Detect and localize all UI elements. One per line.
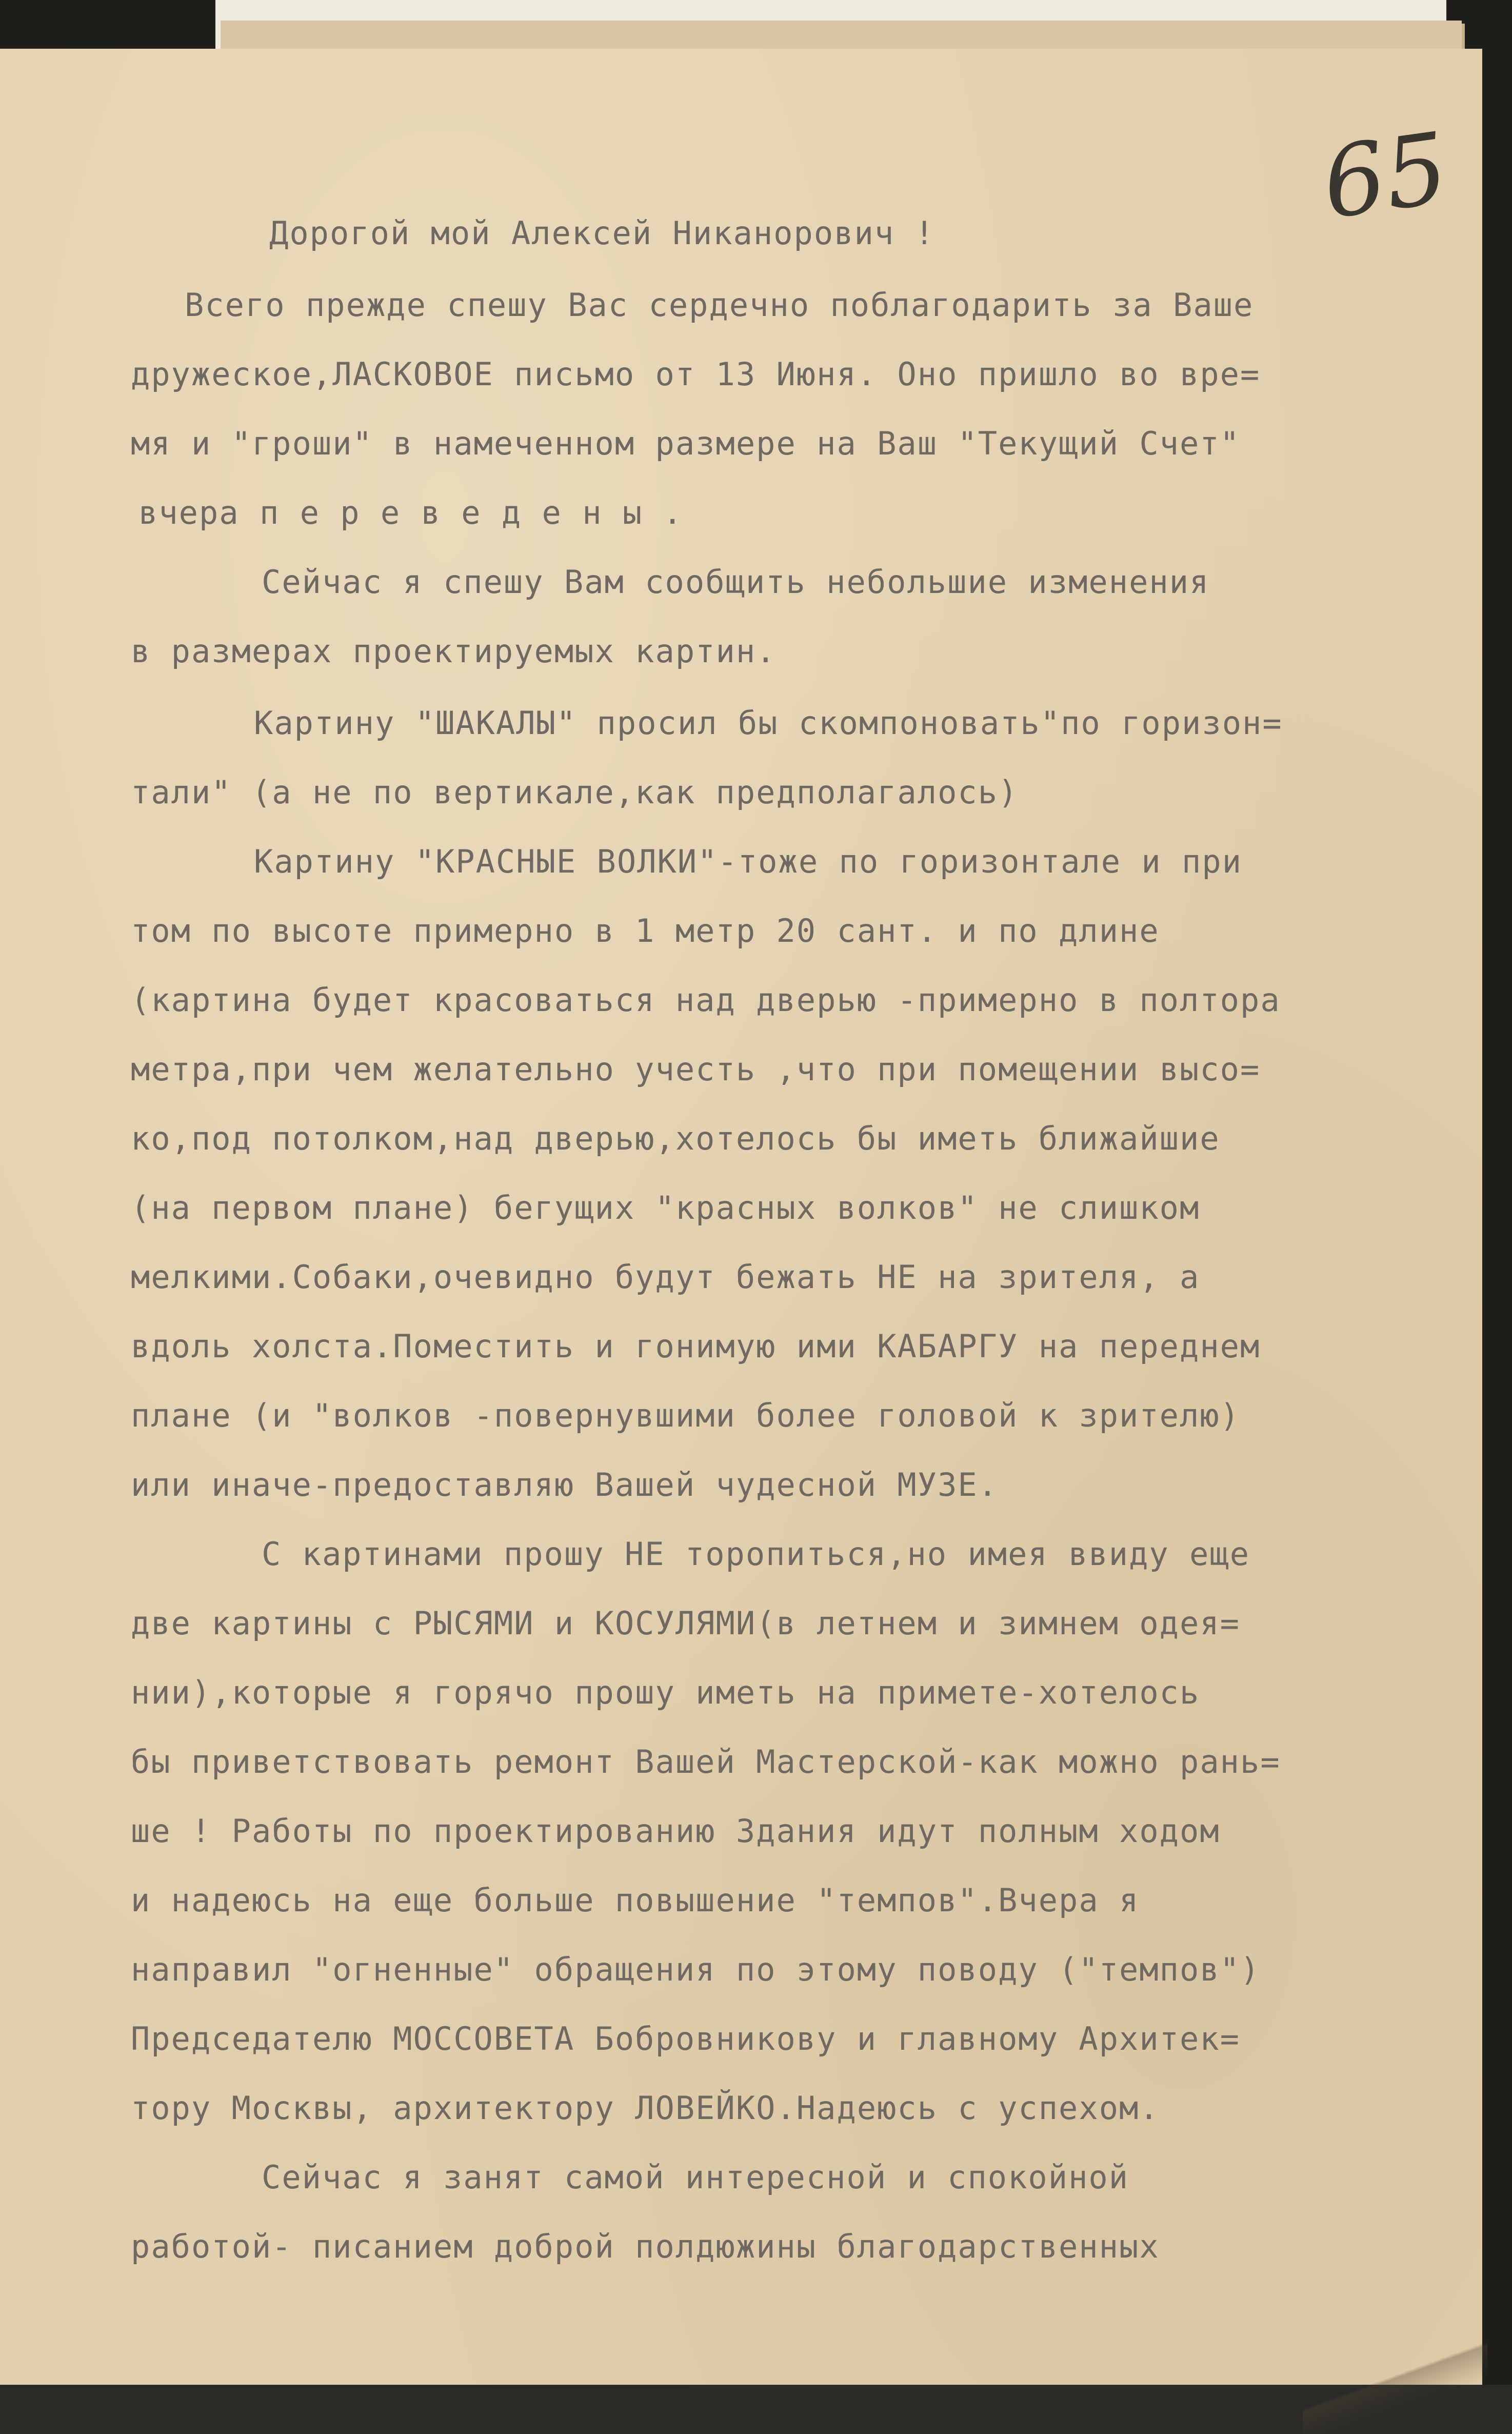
text-line: Сейчас я спешу Вам сообщить небольшие изменения [262,563,1210,601]
text-line: (картина будет красоваться над дверью -примерно в полтора [131,981,1281,1019]
text-line: работой- писанием доброй полдюжины благодарственных [131,2228,1160,2265]
text-line: нии),которые я горячо прошу иметь на примете-хотелось [131,1674,1200,1711]
text-line: Картину "ШАКАЛЫ" просил бы скомпоновать"по горизон= [254,704,1283,742]
text-line: (на первом плане) бегущих "красных волков" не слишком [131,1189,1200,1226]
text-line: Всего прежде спешу Вас сердечно поблагодарить за Ваше [185,286,1254,324]
text-line: и надеюсь на еще больше повышение "темпов".Вчера я [131,1882,1140,1919]
text-line: направил "огненные" обращения по этому поводу ("темпов") [131,1951,1261,1988]
text-line: тали" (а не по вертикале,как предполагалось) [131,774,1019,811]
text-line: тору Москвы, архитектору ЛОВЕЙКО.Надеюсь с успехом. [131,2089,1160,2127]
text-line: вчера п е р е в е д е н ы . [138,494,683,531]
text-line: две картины с РЫСЯМИ и КОСУЛЯМИ(в летнем и зимнем одея= [131,1605,1240,1642]
text-line: мелкими.Собаки,очевидно будут бежать НЕ на зрителя, а [131,1258,1200,1296]
letter-page [0,49,1482,2385]
text-line: вдоль холста.Поместить и гонимую ими КАБАРГУ на переднем [131,1328,1261,1365]
text-line: Сейчас я занят самой интересной и спокойной [262,2159,1129,2196]
text-line: ше ! Работы по проектированию Здания идут полным ходом [131,1812,1220,1850]
page-number: 65 [1316,111,1455,241]
text-line: дружеское,ЛАСКОВОЕ письмо от 13 Июня. Оно пришло во вре= [131,355,1261,393]
text-line: или иначе-предоставляю Вашей чудесной МУЗЕ. [131,1466,999,1503]
text-line: плане (и "волков -повернувшими более головой к зрителю) [131,1397,1240,1434]
text-line: в размерах проектируемых картин. [131,632,777,670]
text-line: метра,при чем желательно учесть ,что при помещении высо= [131,1051,1261,1088]
text-line: мя и "гроши" в намеченном размере на Ваш "Текущий Счет" [131,425,1240,462]
text-line: С картинами прошу НЕ торопиться,но имея ввиду еще [262,1535,1250,1573]
text-line: том по высоте примерно в 1 метр 20 сант. и по длине [131,912,1160,949]
text-line: Председателю МОССОВЕТА Бобровникову и главному Архитек= [131,2020,1240,2057]
page-fold-crease [1303,2316,1487,2434]
text-line: Картину "КРАСНЫЕ ВОЛКИ"-тоже по горизонтале и при [254,843,1243,880]
text-line: бы приветствовать ремонт Вашей Мастерской-как можно рань= [131,1743,1281,1780]
salutation-line: Дорогой мой Алексей Никанорович ! [269,214,935,252]
text-line: ко,под потолком,над дверью,хотелось бы иметь ближайшие [131,1120,1220,1157]
